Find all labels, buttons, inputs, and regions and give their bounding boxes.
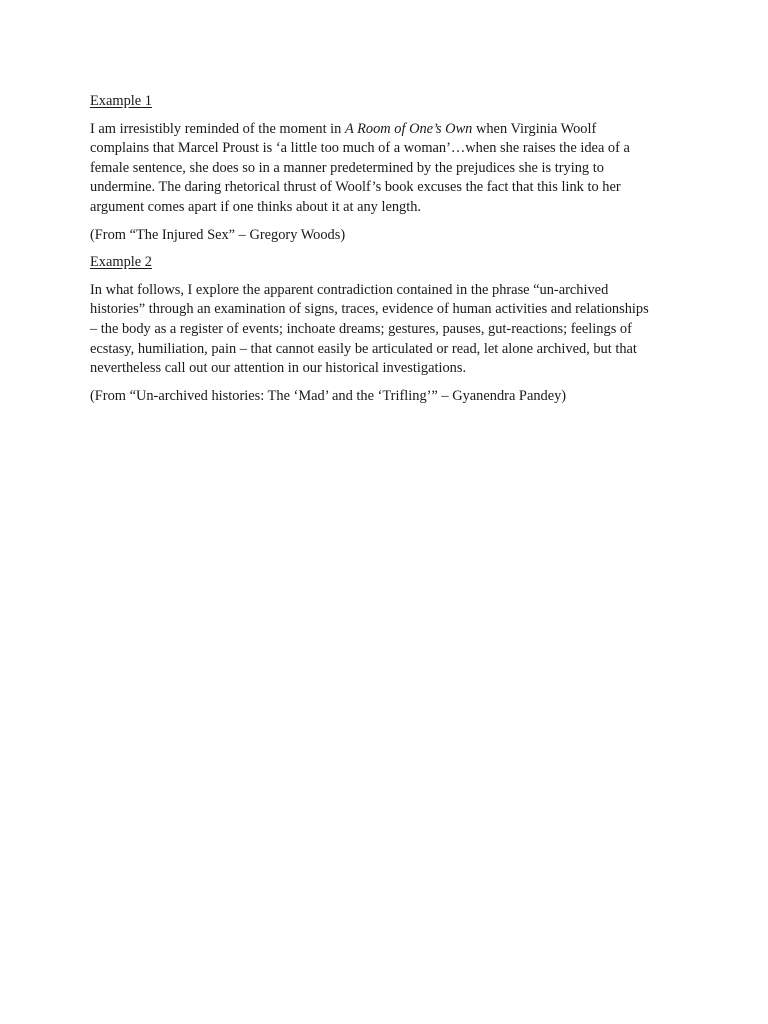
book-title: A Room of One’s Own	[344, 120, 473, 137]
paragraph-line: ecstasy, humiliation, pain – that cannot easily be articulated or read, let alone archived, but that	[90, 340, 637, 357]
paragraph-line: In what follows, I explore the apparent contradiction contained in the phrase “un-archived	[90, 281, 609, 298]
example-1	[90, 92, 690, 245]
document-page	[90, 92, 690, 414]
example-1-citation: (From “The Injured Sex” – Gregory Woods)	[90, 226, 346, 243]
example-1-heading: Example 1	[90, 93, 152, 109]
example-1-paragraph	[90, 120, 690, 218]
example-2	[90, 253, 690, 406]
paragraph-line: female sentence, she does so in a manner predetermined by the prejudices she is trying to	[90, 159, 604, 176]
paragraph-line: histories” through an examination of signs, traces, evidence of human activities and relationships	[90, 301, 649, 318]
example-2-paragraph	[90, 281, 690, 379]
paragraph-line: nevertheless call out our attention in our historical investigations.	[90, 360, 467, 377]
example-2-citation: (From “Un-archived histories: The ‘Mad’ and the ‘Trifling’” – Gyanendra Pandey)	[90, 387, 567, 404]
example-2-heading: Example 2	[90, 254, 152, 271]
paragraph-line: argument comes apart if one thinks about it at any length.	[90, 198, 422, 215]
paragraph-line: complains that Marcel Proust is ‘a little too much of a woman’…when she raises the idea of a	[90, 140, 630, 157]
paragraph-line: I am irresistibly reminded of the moment in A Room of One’s Own when Virginia Woolf	[90, 120, 597, 137]
paragraph-line: undermine. The daring rhetorical thrust of Woolf’s book excuses the fact that this link to her	[90, 179, 621, 196]
paragraph-line: – the body as a register of events; inchoate dreams; gestures, pauses, gut-reactions; feelings of	[90, 320, 632, 337]
